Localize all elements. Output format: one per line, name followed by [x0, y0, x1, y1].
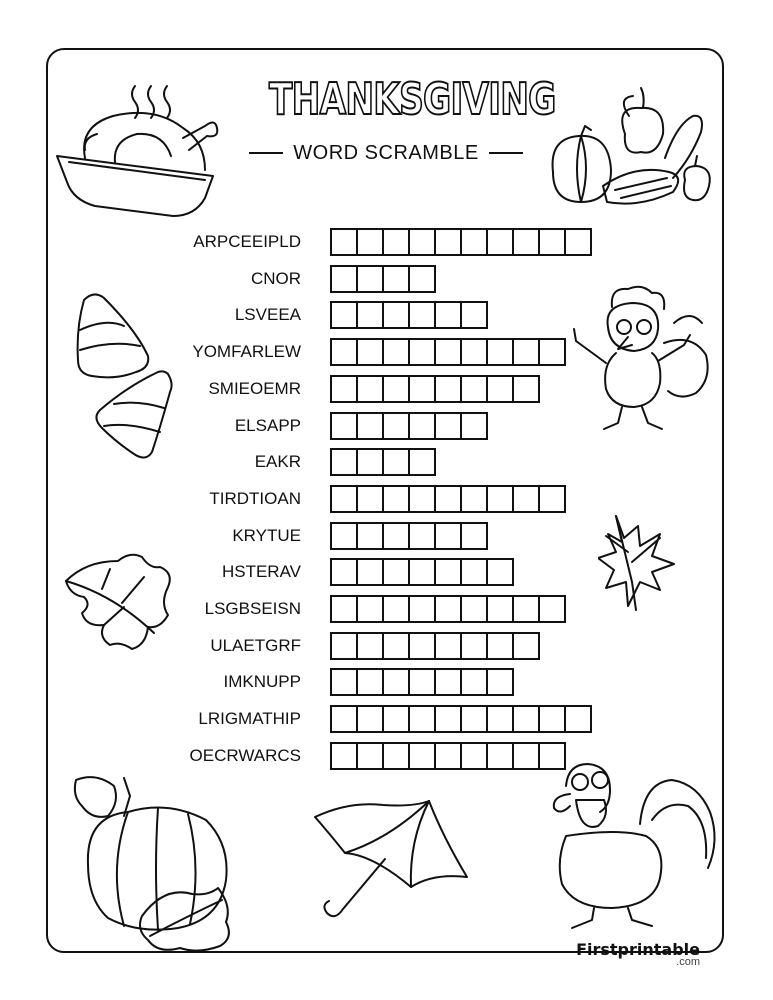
answer-boxes [330, 301, 488, 329]
letter-box[interactable] [358, 267, 384, 291]
answer-boxes [330, 522, 488, 550]
letter-box[interactable] [566, 230, 590, 254]
letter-box[interactable] [410, 230, 436, 254]
subtitle-rule-right [489, 152, 523, 154]
cartoon-turkey-icon [572, 283, 714, 433]
letter-box[interactable] [384, 560, 410, 584]
scrambled-word: SMIEOEMR [208, 378, 301, 398]
letter-box[interactable] [514, 377, 538, 401]
letter-box[interactable] [332, 377, 358, 401]
answer-boxes [330, 558, 514, 586]
scramble-row [150, 448, 436, 476]
letter-box[interactable] [410, 634, 436, 658]
letter-box[interactable] [488, 670, 512, 694]
cartoon-turkey-bottom-icon [548, 760, 723, 932]
letter-box[interactable] [436, 303, 462, 327]
letter-box[interactable] [566, 707, 590, 731]
scramble-row [150, 338, 566, 366]
letter-box[interactable] [358, 707, 384, 731]
page-title: THANKSGIVING [269, 74, 556, 125]
letter-box[interactable] [436, 414, 462, 438]
letter-box[interactable] [358, 524, 384, 548]
letter-box[interactable] [384, 230, 410, 254]
scramble-row [150, 742, 566, 770]
letter-box[interactable] [540, 487, 564, 511]
letter-box[interactable] [436, 230, 462, 254]
letter-box[interactable] [540, 597, 564, 621]
scrambled-word: ULAETGRF [210, 635, 301, 655]
letter-box[interactable] [436, 744, 462, 768]
letter-box[interactable] [462, 524, 486, 548]
answer-boxes [330, 742, 566, 770]
letter-box[interactable] [488, 634, 514, 658]
letter-box[interactable] [462, 744, 488, 768]
scramble-row [150, 668, 514, 696]
letter-box[interactable] [410, 450, 434, 474]
letter-box[interactable] [410, 597, 436, 621]
harvest-vegetables-icon [545, 86, 715, 214]
letter-box[interactable] [410, 487, 436, 511]
scrambled-word: ARPCEEIPLD [193, 232, 301, 251]
answer-boxes [330, 595, 566, 623]
letter-box[interactable] [384, 670, 410, 694]
letter-box[interactable] [384, 377, 410, 401]
letter-box[interactable] [384, 414, 410, 438]
letter-box[interactable] [540, 744, 564, 768]
scramble-row [150, 485, 566, 513]
answer-boxes [330, 338, 566, 366]
letter-box[interactable] [358, 414, 384, 438]
brand-tld: .com [676, 956, 700, 968]
letter-box[interactable] [410, 524, 436, 548]
answer-boxes [330, 412, 488, 440]
letter-box[interactable] [410, 303, 436, 327]
letter-box[interactable] [488, 707, 514, 731]
brand-logo [570, 940, 700, 968]
letter-box[interactable] [332, 267, 358, 291]
scramble-row [150, 375, 540, 403]
letter-box[interactable] [410, 670, 436, 694]
letter-box[interactable] [358, 487, 384, 511]
subtitle-block [246, 140, 526, 166]
letter-box[interactable] [410, 267, 434, 291]
letter-box[interactable] [462, 560, 488, 584]
letter-box[interactable] [384, 744, 410, 768]
scramble-row [150, 558, 514, 586]
brand-name: Firstprintable [576, 940, 700, 959]
letter-box[interactable] [384, 303, 410, 327]
subtitle-rule-left [249, 152, 283, 154]
letter-box[interactable] [462, 707, 488, 731]
umbrella-icon [313, 797, 473, 929]
letter-box[interactable] [514, 487, 540, 511]
letter-box[interactable] [436, 487, 462, 511]
letter-box[interactable] [540, 230, 566, 254]
scrambled-word: TIRDTIOAN [209, 488, 301, 508]
letter-box[interactable] [332, 597, 358, 621]
letter-box[interactable] [436, 377, 462, 401]
letter-box[interactable] [514, 597, 540, 621]
letter-box[interactable] [358, 744, 384, 768]
scrambled-word: IMKNUPP [223, 672, 301, 692]
scrambled-word: KRYTUE [232, 525, 301, 545]
scrambled-word: HSTERAV [221, 562, 301, 582]
letter-box[interactable] [384, 597, 410, 621]
letter-box[interactable] [436, 524, 462, 548]
answer-boxes [330, 228, 592, 256]
letter-box[interactable] [332, 560, 358, 584]
letter-box[interactable] [436, 560, 462, 584]
letter-box[interactable] [488, 597, 514, 621]
letter-box[interactable] [488, 230, 514, 254]
scramble-row [150, 228, 592, 256]
letter-box[interactable] [462, 487, 488, 511]
letter-box[interactable] [332, 414, 358, 438]
letter-box[interactable] [358, 450, 384, 474]
letter-box[interactable] [332, 744, 358, 768]
letter-box[interactable] [358, 303, 384, 327]
scrambled-word: EAKR [254, 452, 301, 472]
scramble-row [150, 632, 540, 660]
letter-box[interactable] [384, 450, 410, 474]
letter-box[interactable] [462, 230, 488, 254]
scrambled-word: OECRWARCS [189, 745, 301, 765]
letter-box[interactable] [488, 744, 514, 768]
letter-box[interactable] [436, 340, 462, 364]
letter-box[interactable] [436, 597, 462, 621]
scramble-row [150, 595, 566, 623]
answer-boxes [330, 448, 436, 476]
letter-box[interactable] [332, 487, 358, 511]
letter-box[interactable] [410, 414, 436, 438]
letter-box[interactable] [384, 487, 410, 511]
letter-box[interactable] [410, 377, 436, 401]
letter-box[interactable] [410, 707, 436, 731]
letter-box[interactable] [436, 634, 462, 658]
letter-box[interactable] [462, 340, 488, 364]
letter-box[interactable] [358, 597, 384, 621]
letter-box[interactable] [514, 230, 540, 254]
letter-box[interactable] [384, 340, 410, 364]
letter-box[interactable] [436, 707, 462, 731]
letter-box[interactable] [514, 744, 540, 768]
letter-box[interactable] [514, 707, 540, 731]
letter-box[interactable] [358, 230, 384, 254]
maple-leaf-icon [598, 512, 676, 612]
letter-box[interactable] [332, 450, 358, 474]
letter-box[interactable] [462, 377, 488, 401]
scrambled-word: LRIGMATHIP [198, 709, 301, 729]
scramble-row [150, 265, 436, 293]
letter-box[interactable] [358, 340, 384, 364]
scramble-row [150, 705, 592, 733]
letter-box[interactable] [462, 634, 488, 658]
letter-box[interactable] [332, 670, 358, 694]
letter-box[interactable] [358, 377, 384, 401]
letter-box[interactable] [384, 707, 410, 731]
scrambled-word: CNOR [250, 268, 301, 288]
letter-box[interactable] [358, 670, 384, 694]
letter-box[interactable] [384, 524, 410, 548]
letter-box[interactable] [410, 744, 436, 768]
answer-boxes [330, 375, 540, 403]
scramble-row [150, 522, 488, 550]
answer-boxes [330, 632, 540, 660]
pumpkin-icon [68, 768, 238, 956]
letter-box[interactable] [540, 707, 566, 731]
answer-boxes [330, 668, 514, 696]
letter-box[interactable] [488, 377, 514, 401]
letter-box[interactable] [384, 267, 410, 291]
letter-box[interactable] [410, 340, 436, 364]
letter-box[interactable] [358, 634, 384, 658]
letter-box[interactable] [332, 340, 358, 364]
roast-turkey-icon [55, 78, 220, 223]
letter-box[interactable] [332, 524, 358, 548]
scrambled-word: ELSAPP [234, 415, 301, 435]
answer-boxes [330, 485, 566, 513]
answer-boxes [330, 705, 592, 733]
letter-box[interactable] [462, 303, 486, 327]
letter-box[interactable] [358, 560, 384, 584]
letter-box[interactable] [332, 707, 358, 731]
letter-box[interactable] [488, 340, 514, 364]
scrambled-word: YOMFARLEW [192, 342, 301, 362]
letter-box[interactable] [332, 634, 358, 658]
letter-box[interactable] [332, 303, 358, 327]
letter-box[interactable] [462, 670, 488, 694]
letter-box[interactable] [488, 487, 514, 511]
letter-box[interactable] [384, 634, 410, 658]
letter-box[interactable] [540, 340, 564, 364]
letter-box[interactable] [410, 560, 436, 584]
page-subtitle: WORD SCRAMBLE [293, 141, 479, 164]
letter-box[interactable] [332, 230, 358, 254]
scrambled-word: LSGBSEISN [204, 599, 301, 618]
letter-box[interactable] [514, 340, 540, 364]
letter-box[interactable] [436, 670, 462, 694]
letter-box[interactable] [514, 634, 538, 658]
scramble-row [150, 301, 488, 329]
letter-box[interactable] [488, 560, 512, 584]
letter-box[interactable] [462, 414, 486, 438]
answer-boxes [330, 265, 436, 293]
scrambled-word: LSVEEA [234, 305, 301, 325]
scramble-row [150, 412, 488, 440]
letter-box[interactable] [462, 597, 488, 621]
